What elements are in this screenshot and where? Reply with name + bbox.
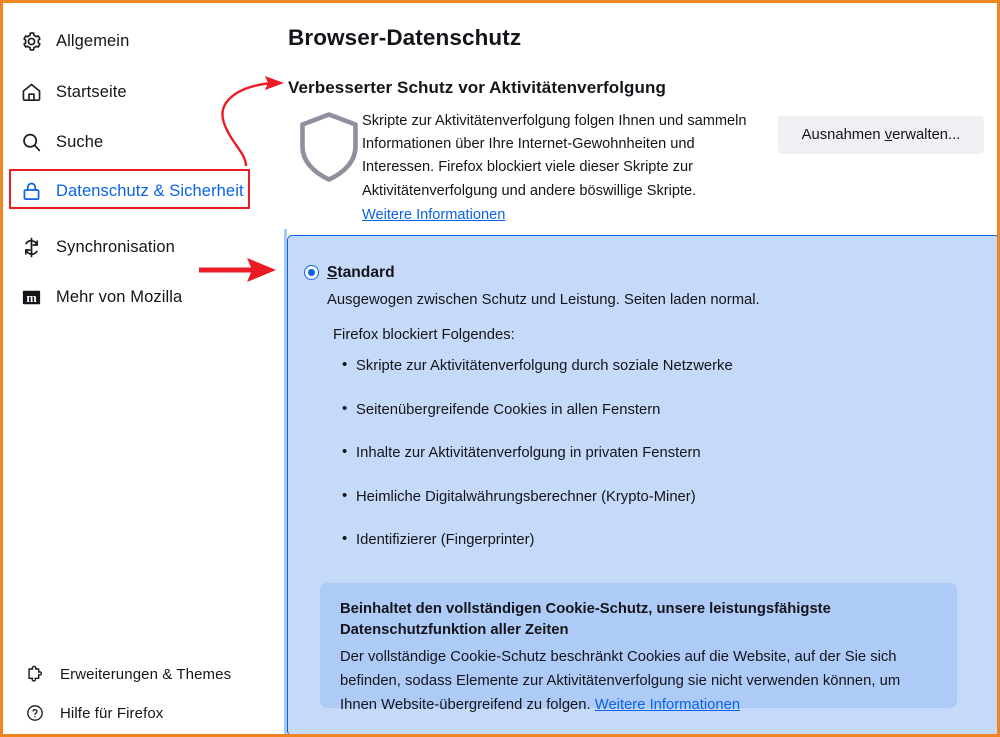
blocked-items-list (334, 356, 733, 574)
list-item: • Heimliche Digitalwährungsberechner (Krypto-Miner) (356, 487, 733, 531)
sidebar-item-label: Datenschutz & Sicherheit (56, 181, 244, 200)
sidebar-item-erweiterungen-themes[interactable] (18, 659, 276, 689)
svg-text:m: m (25, 290, 37, 305)
blocks-label: Firefox blockiert Folgendes: (333, 327, 515, 343)
etp-description-text: Skripte zur Aktivitätenverfolgung folgen Ihnen und sammeln Informationen über Ihre Internet-Gewohnheiten und Interessen. Firefox blockiert viele dieser Skripte zur Aktivitätenverfolgung und andere böswillige Skripte. (362, 113, 747, 199)
sidebar-item-label: Hilfe für Firefox (60, 704, 164, 722)
radio-standard-label: Standard (327, 264, 395, 281)
list-item: • Seitenübergreifende Cookies in allen Fenstern (356, 400, 733, 444)
sidebar-item-label: Allgemein (56, 31, 130, 50)
callout-body-text: Der vollständige Cookie-Schutz beschränkt Cookies auf die Website, auf der Sie sich befinden, sodass Elemente zur Aktivitätenverfolgung sie nicht verwenden können, um Ihnen Website-übergreifend zu folgen. (340, 649, 901, 713)
sidebar-item-startseite[interactable] (12, 73, 270, 111)
settings-content (285, 6, 1000, 737)
standard-description: Ausgewogen zwischen Schutz und Leistung. Seiten laden normal. (327, 292, 760, 308)
manage-exceptions-button[interactable] (778, 116, 984, 154)
shield-icon (293, 109, 365, 185)
sidebar-item-label: Mehr von Mozilla (56, 287, 183, 306)
list-item: • Skripte zur Aktivitätenverfolgung durch soziale Netzwerke (356, 356, 733, 400)
sidebar-item-label: Suche (56, 132, 104, 151)
sidebar-item-allgemein[interactable] (12, 22, 270, 60)
section-heading-etp: Verbesserter Schutz vor Aktivitätenverfolgung (288, 78, 666, 97)
manage-exceptions-accesskey: v (884, 127, 893, 143)
manage-exceptions-label-post: erwalten... (892, 127, 961, 143)
lock-icon (18, 178, 44, 204)
gear-icon (18, 28, 44, 54)
manage-exceptions-label-pre: Ausnahmen (801, 127, 885, 143)
puzzle-icon (24, 661, 46, 687)
list-item: • Inhalte zur Aktivitätenverfolgung in privaten Fenstern (356, 443, 733, 487)
etp-standard-option-panel[interactable] (287, 235, 1000, 736)
total-cookie-protection-callout (320, 583, 957, 713)
sidebar-item-datenschutz-sicherheit[interactable] (12, 172, 270, 210)
sidebar-item-synchronisation[interactable] (12, 228, 270, 266)
list-item: • Identifizierer (Fingerprinter) (356, 530, 733, 574)
callout-learn-more-link[interactable]: Weitere Informationen (594, 697, 741, 713)
standard-accesskey: S (327, 264, 338, 281)
home-icon (18, 79, 44, 105)
search-icon (18, 129, 44, 155)
sidebar-item-suche[interactable] (12, 123, 270, 161)
sidebar-item-hilfe-fuer-firefox[interactable] (18, 698, 276, 728)
sidebar-item-label: Erweiterungen & Themes (60, 665, 232, 683)
question-circle-icon (24, 700, 46, 726)
sidebar-item-mehr-von-mozilla[interactable] (12, 278, 270, 316)
radio-standard[interactable] (304, 265, 319, 280)
mozilla-m-icon (18, 284, 44, 310)
sidebar-item-label: Synchronisation (56, 237, 175, 256)
sync-icon (18, 234, 44, 260)
page-title: Browser-Datenschutz (288, 25, 522, 50)
callout-title: Beinhaltet den vollständigen Cookie-Schutz, unsere leistungsfähigste Datenschutzfunktion aller Zeiten (340, 601, 831, 638)
settings-sidebar (6, 6, 285, 737)
etp-learn-more-link[interactable]: Weitere Informationen (362, 206, 506, 223)
etp-description (362, 110, 762, 227)
callout-body (340, 645, 940, 717)
sidebar-item-label: Startseite (56, 82, 127, 101)
